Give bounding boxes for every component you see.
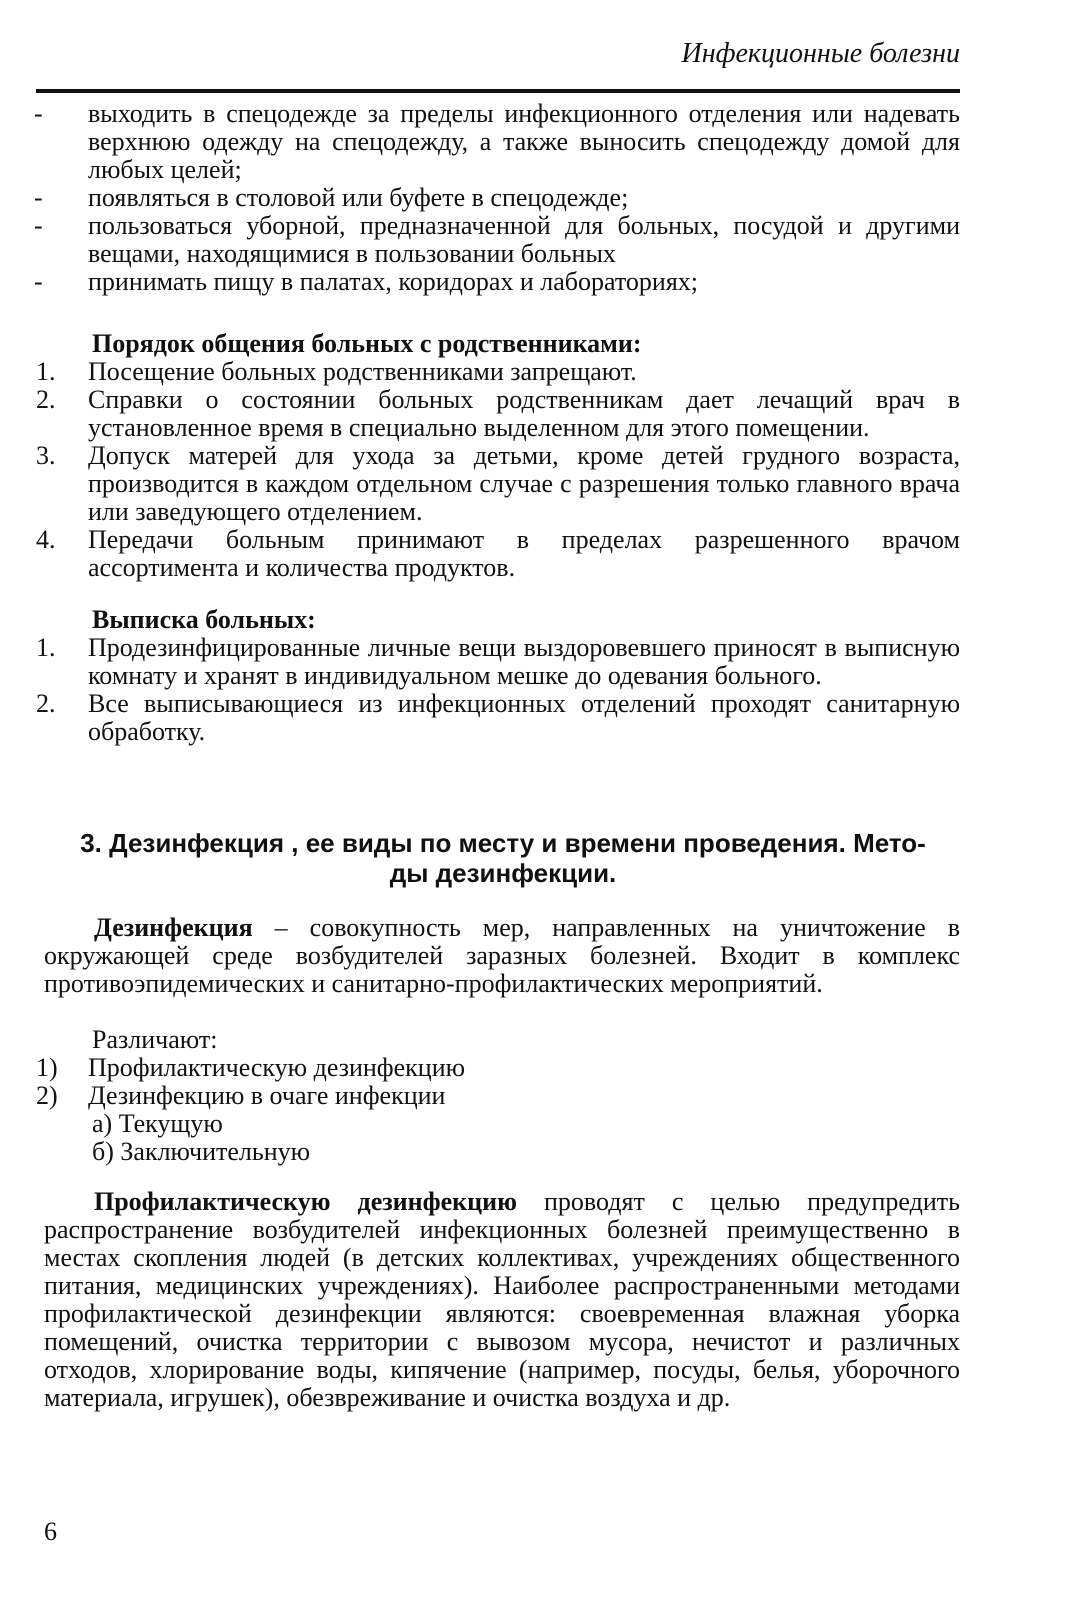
list-item-text: Все выписывающиеся из инфекционных отделений проходят санитарную обработку. bbox=[88, 689, 960, 746]
list-marker: - bbox=[34, 267, 43, 296]
sub-item: б) Заключительную bbox=[92, 1137, 311, 1166]
list-item bbox=[0, 268, 960, 296]
list-item-text: Продезинфицированные личные вещи выздоровевшего приносят в выписную комнату и хранят в индивидуальном мешке до одевания больного. bbox=[88, 633, 960, 690]
list-item-text: пользоваться уборной, предназначенной для больных, посудой и другими вещами, находящимися в пользовании больных bbox=[88, 211, 960, 268]
list-item-text: Справки о состоянии больных родственникам дает лечащий врач в установленное время в специально выделенном для этого помещении. bbox=[88, 385, 960, 442]
list-marker: 2. bbox=[36, 689, 56, 718]
section-title: Выписка больных: bbox=[92, 605, 316, 634]
prophylactic-text: проводят с целью предупредить распространение возбудителей инфекционных болезней преимущественно в местах скопления людей (в детских коллективах, учреждениях общественного питания, медицинских учреждениях). Наиболее распространенными методами профилактической дезинфекции являются: своевременная влажная уборка помещений, очистка территории с вывозом мусора, нечистот и различных отходов, хлорирование воды, кипячение (например, посуды, белья, уборочного материала, игрушек), обезвреживание и очистка воздуха и др. bbox=[44, 1187, 960, 1412]
list-item-text: Посещение больных родственниками запрещают. bbox=[88, 357, 637, 386]
list-marker: - bbox=[34, 99, 43, 128]
list-item bbox=[0, 386, 960, 442]
list-marker: 3. bbox=[36, 441, 56, 470]
running-header: Инфекционные болезни bbox=[681, 38, 960, 69]
list-item-text: появляться в столовой или буфете в спецодежде; bbox=[88, 183, 629, 212]
list-item bbox=[0, 634, 960, 690]
list-item bbox=[0, 184, 960, 212]
list-item-text: Допуск матерей для ухода за детьми, кроме детей грудного возраста, производится в каждом отдельном случае с разрешения только главного врача или заведующего отделением. bbox=[88, 441, 960, 526]
prophylactic-paragraph bbox=[44, 1188, 960, 1412]
list-marker: - bbox=[34, 183, 43, 212]
section-title: Порядок общения больных с родственниками: bbox=[92, 329, 642, 358]
list-item-text: Передачи больным принимают в пределах разрешенного врачом ассортимента и количества продуктов. bbox=[88, 525, 960, 582]
list-marker: 1. bbox=[36, 633, 56, 662]
list-item bbox=[0, 526, 960, 582]
definition-term: Дезинфекция bbox=[94, 913, 253, 942]
list-marker: 1) bbox=[36, 1053, 58, 1082]
list-item bbox=[0, 1082, 960, 1110]
list-item bbox=[0, 1054, 960, 1082]
communication-section bbox=[0, 330, 1082, 582]
definition-paragraph bbox=[44, 914, 960, 998]
section-heading-line: 3. Дезинфекция , ее виды по месту и времени проведения. Мето- bbox=[80, 828, 926, 858]
definition-text: – совокупность мер, направленных на уничтожение в окружающей среде возбудителей заразных болезней. Входит в комплекс противоэпидемических и санитарно-профилактических мероприятий. bbox=[44, 913, 960, 998]
list-marker: 2) bbox=[36, 1081, 58, 1110]
section-heading bbox=[46, 828, 960, 888]
header-rule bbox=[36, 89, 960, 93]
list-item bbox=[0, 690, 960, 746]
list-marker: 2. bbox=[36, 385, 56, 414]
list-item-text: выходить в спецодежде за пределы инфекционного отделения или надевать верхнюю одежду на спецодежду, а также выносить спецодежду домой для любых целей; bbox=[88, 99, 960, 184]
distinguish-label: Различают: bbox=[92, 1025, 218, 1054]
list-item bbox=[0, 358, 960, 386]
list-item-text: принимать пищу в палатах, коридорах и лабораториях; bbox=[88, 267, 699, 296]
list-item bbox=[0, 442, 960, 526]
list-item bbox=[0, 100, 960, 184]
prohibitions-list bbox=[0, 100, 1082, 296]
list-marker: - bbox=[34, 211, 43, 240]
section-heading-line: ды дезинфекции. bbox=[389, 858, 617, 888]
disinfection-types bbox=[0, 1026, 1082, 1166]
list-item bbox=[0, 212, 960, 268]
list-item-text: Профилактическую дезинфекцию bbox=[88, 1053, 466, 1082]
page-number: 6 bbox=[44, 1517, 57, 1546]
list-marker: 4. bbox=[36, 525, 56, 554]
list-item-text: Дезинфекцию в очаге инфекции bbox=[88, 1081, 446, 1110]
prophylactic-term: Профилактическую дезинфекцию bbox=[94, 1187, 517, 1216]
sub-item: а) Текущую bbox=[92, 1109, 223, 1138]
list-marker: 1. bbox=[36, 357, 56, 386]
discharge-section bbox=[0, 606, 1082, 746]
